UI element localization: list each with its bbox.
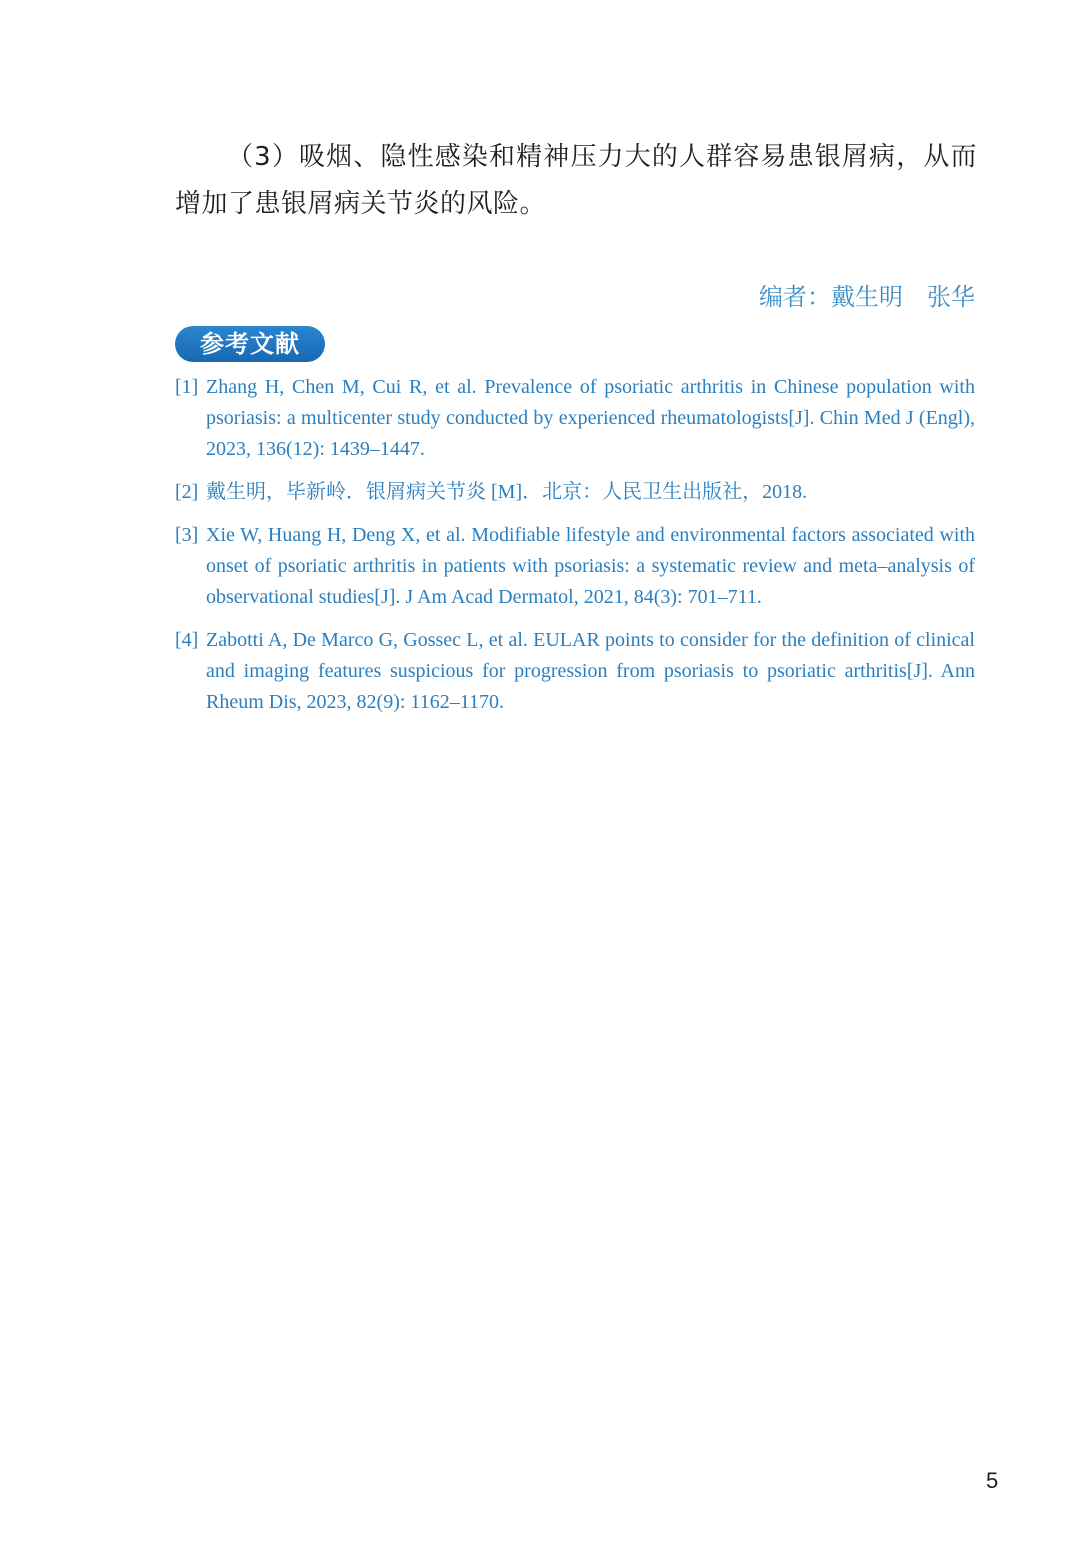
body-paragraph: （3）吸烟、隐性感染和精神压力大的人群容易患银屑病，从而增加了患银屑病关节炎的风险。 — [175, 142, 977, 219]
reference-number: [2] — [175, 481, 199, 503]
page-number: 5 — [986, 1468, 999, 1493]
author-line: 编者：戴生明 张华 — [759, 283, 975, 311]
reference-item-1 — [175, 372, 975, 465]
reference-number: [4] — [175, 629, 199, 651]
reference-text: Xie W, Huang H, Deng X, et al. Modifiable lifestyle and environmental factors associated with onset of psoriatic arthritis in patients with psoriasis: a systematic review and meta–analysis of observational studies[J]. J Am Acad Dermatol, 2021, 84(3): 701–711. — [206, 524, 975, 608]
reference-text: Zabotti A, De Marco G, Gossec L, et al. EULAR points to consider for the definition of clinical and imaging features suspicious for progression from psoriasis to psoriatic arthritis[J]. Ann Rheum Dis, 2023, 82(9): 1162–1170. — [206, 629, 975, 713]
reference-text: 戴生明，毕新岭．银屑病关节炎 [M]．北京：人民卫生出版社，2018. — [206, 481, 808, 503]
reference-number: [3] — [175, 524, 199, 546]
reference-text: Zhang H, Chen M, Cui R, et al. Prevalence of psoriatic arthritis in Chinese population with psoriasis: a multicenter study conducted by experienced rheumatologists[J]. Chin Med J (Engl), 2023, 136(12): 1439–1447. — [206, 376, 975, 460]
reference-item-2 — [175, 477, 975, 508]
reference-item-4 — [175, 625, 975, 718]
reference-list — [175, 372, 975, 730]
reference-item-3 — [175, 520, 975, 613]
reference-number: [1] — [175, 376, 199, 398]
references-heading-badge: 参考文献 — [175, 326, 325, 362]
